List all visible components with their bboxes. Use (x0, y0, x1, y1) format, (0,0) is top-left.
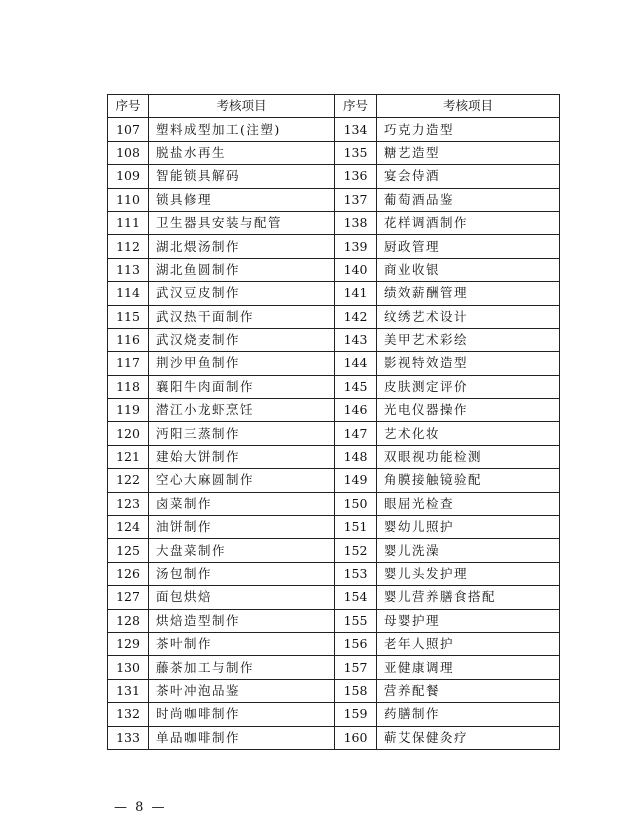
row-seq-left: 118 (108, 375, 149, 398)
row-item-right: 皮肤测定评价 (377, 375, 560, 398)
row-seq-left: 127 (108, 586, 149, 609)
row-item-right: 影视特效造型 (377, 352, 560, 375)
row-item-right: 绩效薪酬管理 (377, 282, 560, 305)
table-header-row (108, 95, 560, 118)
header-seq-left: 序号 (108, 95, 149, 118)
row-seq-left: 123 (108, 492, 149, 515)
row-seq-right: 148 (335, 445, 377, 468)
row-item-left: 卤菜制作 (149, 492, 335, 515)
table-row (108, 539, 560, 562)
table-row (108, 586, 560, 609)
row-item-left: 茶叶制作 (149, 632, 335, 655)
row-item-right: 双眼视功能检测 (377, 445, 560, 468)
row-seq-right: 155 (335, 609, 377, 632)
row-seq-right: 137 (335, 188, 377, 211)
row-seq-left: 107 (108, 118, 149, 141)
table-row (108, 282, 560, 305)
row-item-right: 花样调酒制作 (377, 211, 560, 234)
row-seq-left: 122 (108, 469, 149, 492)
row-seq-right: 151 (335, 516, 377, 539)
row-item-left: 湖北鱼圆制作 (149, 258, 335, 281)
row-item-left: 武汉烧麦制作 (149, 328, 335, 351)
row-item-left: 烘焙造型制作 (149, 609, 335, 632)
row-seq-left: 110 (108, 188, 149, 211)
row-item-right: 宴会侍酒 (377, 165, 560, 188)
row-item-right: 婴幼儿照护 (377, 516, 560, 539)
row-seq-left: 116 (108, 328, 149, 351)
table-row (108, 118, 560, 141)
row-item-right: 艺术化妆 (377, 422, 560, 445)
table-row (108, 399, 560, 422)
row-item-left: 藤茶加工与制作 (149, 656, 335, 679)
row-seq-left: 129 (108, 632, 149, 655)
row-seq-left: 128 (108, 609, 149, 632)
row-item-right: 营养配餐 (377, 679, 560, 702)
row-seq-left: 121 (108, 445, 149, 468)
table-row (108, 632, 560, 655)
row-item-right: 药膳制作 (377, 703, 560, 726)
row-seq-left: 114 (108, 282, 149, 305)
table-row (108, 469, 560, 492)
row-seq-right: 153 (335, 562, 377, 585)
row-item-right: 婴儿洗澡 (377, 539, 560, 562)
row-seq-right: 157 (335, 656, 377, 679)
row-seq-right: 141 (335, 282, 377, 305)
row-seq-right: 154 (335, 586, 377, 609)
row-seq-right: 142 (335, 305, 377, 328)
table-row (108, 422, 560, 445)
row-item-right: 光电仪器操作 (377, 399, 560, 422)
row-seq-right: 145 (335, 375, 377, 398)
table-row (108, 375, 560, 398)
row-item-right: 糖艺造型 (377, 141, 560, 164)
row-item-right: 眼屈光检查 (377, 492, 560, 515)
row-seq-right: 146 (335, 399, 377, 422)
row-item-left: 单品咖啡制作 (149, 726, 335, 749)
row-item-right: 巧克力造型 (377, 118, 560, 141)
row-seq-left: 130 (108, 656, 149, 679)
row-seq-right: 158 (335, 679, 377, 702)
table-row (108, 165, 560, 188)
table-row (108, 679, 560, 702)
row-item-right: 婴儿头发护理 (377, 562, 560, 585)
row-seq-left: 112 (108, 235, 149, 258)
row-item-left: 大盘菜制作 (149, 539, 335, 562)
row-item-left: 面包烘焙 (149, 586, 335, 609)
row-item-right: 角膜接触镜验配 (377, 469, 560, 492)
row-item-left: 卫生器具安装与配管 (149, 211, 335, 234)
row-seq-right: 149 (335, 469, 377, 492)
row-seq-left: 108 (108, 141, 149, 164)
row-seq-left: 115 (108, 305, 149, 328)
row-seq-right: 140 (335, 258, 377, 281)
row-seq-left: 133 (108, 726, 149, 749)
table-row (108, 211, 560, 234)
table-row (108, 328, 560, 351)
page-number: — 8 — (114, 800, 167, 815)
row-item-right: 纹绣艺术设计 (377, 305, 560, 328)
row-item-left: 武汉豆皮制作 (149, 282, 335, 305)
row-seq-right: 139 (335, 235, 377, 258)
row-item-left: 荆沙甲鱼制作 (149, 352, 335, 375)
row-seq-left: 131 (108, 679, 149, 702)
row-seq-right: 144 (335, 352, 377, 375)
row-item-left: 茶叶冲泡品鉴 (149, 679, 335, 702)
row-item-left: 襄阳牛肉面制作 (149, 375, 335, 398)
row-seq-right: 135 (335, 141, 377, 164)
table-row (108, 188, 560, 211)
row-item-right: 母婴护理 (377, 609, 560, 632)
row-item-right: 厨政管理 (377, 235, 560, 258)
row-seq-right: 159 (335, 703, 377, 726)
row-seq-right: 150 (335, 492, 377, 515)
row-item-right: 葡萄酒品鉴 (377, 188, 560, 211)
table-row (108, 258, 560, 281)
table-row (108, 562, 560, 585)
table-row (108, 703, 560, 726)
row-seq-right: 136 (335, 165, 377, 188)
row-item-left: 湖北煨汤制作 (149, 235, 335, 258)
row-seq-left: 119 (108, 399, 149, 422)
table-row (108, 305, 560, 328)
row-seq-right: 156 (335, 632, 377, 655)
row-item-right: 亚健康调理 (377, 656, 560, 679)
row-seq-left: 117 (108, 352, 149, 375)
table-row (108, 516, 560, 539)
row-item-left: 脱盐水再生 (149, 141, 335, 164)
header-seq-right: 序号 (335, 95, 377, 118)
table-row (108, 141, 560, 164)
row-seq-left: 109 (108, 165, 149, 188)
row-seq-left: 132 (108, 703, 149, 726)
assessment-items-table (107, 94, 560, 750)
row-seq-right: 152 (335, 539, 377, 562)
table-row (108, 235, 560, 258)
row-item-left: 武汉热干面制作 (149, 305, 335, 328)
header-item-right: 考核项目 (377, 95, 560, 118)
row-item-left: 智能锁具解码 (149, 165, 335, 188)
row-seq-left: 124 (108, 516, 149, 539)
row-seq-right: 138 (335, 211, 377, 234)
row-seq-left: 120 (108, 422, 149, 445)
row-item-left: 潜江小龙虾烹饪 (149, 399, 335, 422)
row-seq-left: 126 (108, 562, 149, 585)
table-row (108, 492, 560, 515)
row-item-left: 塑料成型加工(注塑) (149, 118, 335, 141)
row-item-left: 建始大饼制作 (149, 445, 335, 468)
table-row (108, 656, 560, 679)
table-row (108, 726, 560, 749)
row-item-right: 商业收银 (377, 258, 560, 281)
row-seq-left: 111 (108, 211, 149, 234)
row-item-left: 空心大麻圆制作 (149, 469, 335, 492)
row-seq-left: 113 (108, 258, 149, 281)
header-item-left: 考核项目 (149, 95, 335, 118)
row-item-left: 汤包制作 (149, 562, 335, 585)
row-item-right: 老年人照护 (377, 632, 560, 655)
row-item-right: 美甲艺术彩绘 (377, 328, 560, 351)
row-item-left: 沔阳三蒸制作 (149, 422, 335, 445)
row-seq-left: 125 (108, 539, 149, 562)
row-item-left: 时尚咖啡制作 (149, 703, 335, 726)
row-seq-right: 143 (335, 328, 377, 351)
row-item-right: 蕲艾保健灸疗 (377, 726, 560, 749)
row-item-left: 油饼制作 (149, 516, 335, 539)
table-row (108, 445, 560, 468)
row-seq-right: 160 (335, 726, 377, 749)
row-seq-right: 134 (335, 118, 377, 141)
table-row (108, 609, 560, 632)
row-seq-right: 147 (335, 422, 377, 445)
row-item-left: 锁具修理 (149, 188, 335, 211)
table-row (108, 352, 560, 375)
row-item-right: 婴儿营养膳食搭配 (377, 586, 560, 609)
